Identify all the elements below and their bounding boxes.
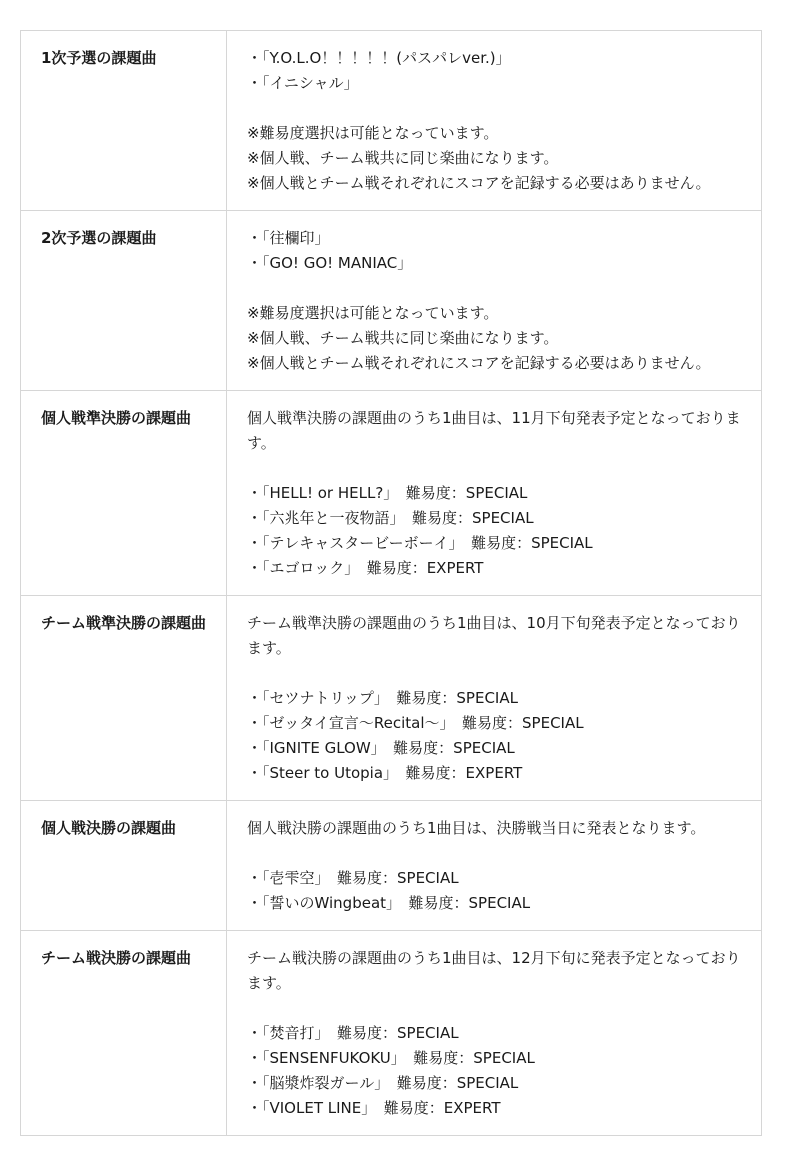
content-line: ・「GO! GO! MANIAC」 [247, 254, 413, 272]
content-line: ・「六兆年と一夜物語」 難易度：SPECIAL [247, 509, 534, 527]
row-content [227, 596, 762, 801]
content-line: ・「ゼッタイ宣言〜Recital〜」 難易度：SPECIAL [247, 714, 584, 732]
content-line: ・「Steer to Utopia」 難易度：EXPERT [247, 764, 523, 782]
content-line: ※個人戦とチーム戦それぞれにスコアを記録する必要はありません。 [247, 354, 711, 372]
content-line [247, 661, 743, 686]
content-line: ※個人戦、チーム戦共に同じ楽曲になります。 [247, 329, 559, 347]
content-line: ・「SENSENFUKOKU」 難易度：SPECIAL [247, 1049, 535, 1067]
content-line [247, 276, 743, 301]
content-line: ※個人戦とチーム戦それぞれにスコアを記録する必要はありません。 [247, 174, 711, 192]
content-line: ※難易度選択は可能となっています。 [247, 124, 499, 142]
table-row [21, 31, 762, 211]
content-line: チーム戦準決勝の課題曲のうち1曲目は、10月下旬発表予定となっております。 [247, 614, 741, 657]
content-line: ・「Y.O.L.O！！！！！(パスパレver.)」 [247, 49, 511, 67]
content-line: ・「VIOLET LINE」 難易度：EXPERT [247, 1099, 501, 1117]
content-line: 個人戦準決勝の課題曲のうち1曲目は、11月下旬発表予定となっております。 [247, 409, 741, 452]
content-line: ・「セツナトリップ」 難易度：SPECIAL [247, 689, 518, 707]
content-line: ・「イニシャル」 [247, 74, 359, 92]
row-heading: 1次予選の課題曲 [21, 31, 227, 211]
content-line: ・「誓いのWingbeat」 難易度：SPECIAL [247, 894, 531, 912]
content-line: ・「脳漿炸裂ガール」 難易度：SPECIAL [247, 1074, 519, 1092]
content-line [247, 996, 743, 1021]
row-heading: 個人戦準決勝の課題曲 [21, 391, 227, 596]
song-table [20, 30, 762, 1136]
row-content [227, 801, 762, 931]
content-line: ※個人戦、チーム戦共に同じ楽曲になります。 [247, 149, 559, 167]
content-line: ・「往欄印」 [247, 229, 330, 247]
row-content [227, 391, 762, 596]
content-line: ・「エゴロック」 難易度：EXPERT [247, 559, 484, 577]
row-content [227, 211, 762, 391]
table-row [21, 801, 762, 931]
table-row [21, 931, 762, 1136]
table-row [21, 211, 762, 391]
content-line: ・「焚音打」 難易度：SPECIAL [247, 1024, 459, 1042]
content-line [247, 96, 743, 121]
content-line: チーム戦決勝の課題曲のうち1曲目は、12月下旬に発表予定となっております。 [247, 949, 741, 992]
table-row [21, 596, 762, 801]
content-line: ・「HELL! or HELL?」 難易度：SPECIAL [247, 484, 528, 502]
content-line: 個人戦決勝の課題曲のうち1曲目は、決勝戦当日に発表となります。 [247, 819, 706, 837]
row-content [227, 31, 762, 211]
row-heading: チーム戦準決勝の課題曲 [21, 596, 227, 801]
row-content [227, 931, 762, 1136]
content-line: ・「テレキャスタービーボーイ」 難易度：SPECIAL [247, 534, 593, 552]
content-line: ・「壱雫空」 難易度：SPECIAL [247, 869, 459, 887]
row-heading: 2次予選の課題曲 [21, 211, 227, 391]
content-line: ・「IGNITE GLOW」 難易度：SPECIAL [247, 739, 515, 757]
row-heading: 個人戦決勝の課題曲 [21, 801, 227, 931]
content-line: ※難易度選択は可能となっています。 [247, 304, 499, 322]
content-line [247, 456, 743, 481]
table-row [21, 391, 762, 596]
content-line [247, 841, 743, 866]
row-heading: チーム戦決勝の課題曲 [21, 931, 227, 1136]
